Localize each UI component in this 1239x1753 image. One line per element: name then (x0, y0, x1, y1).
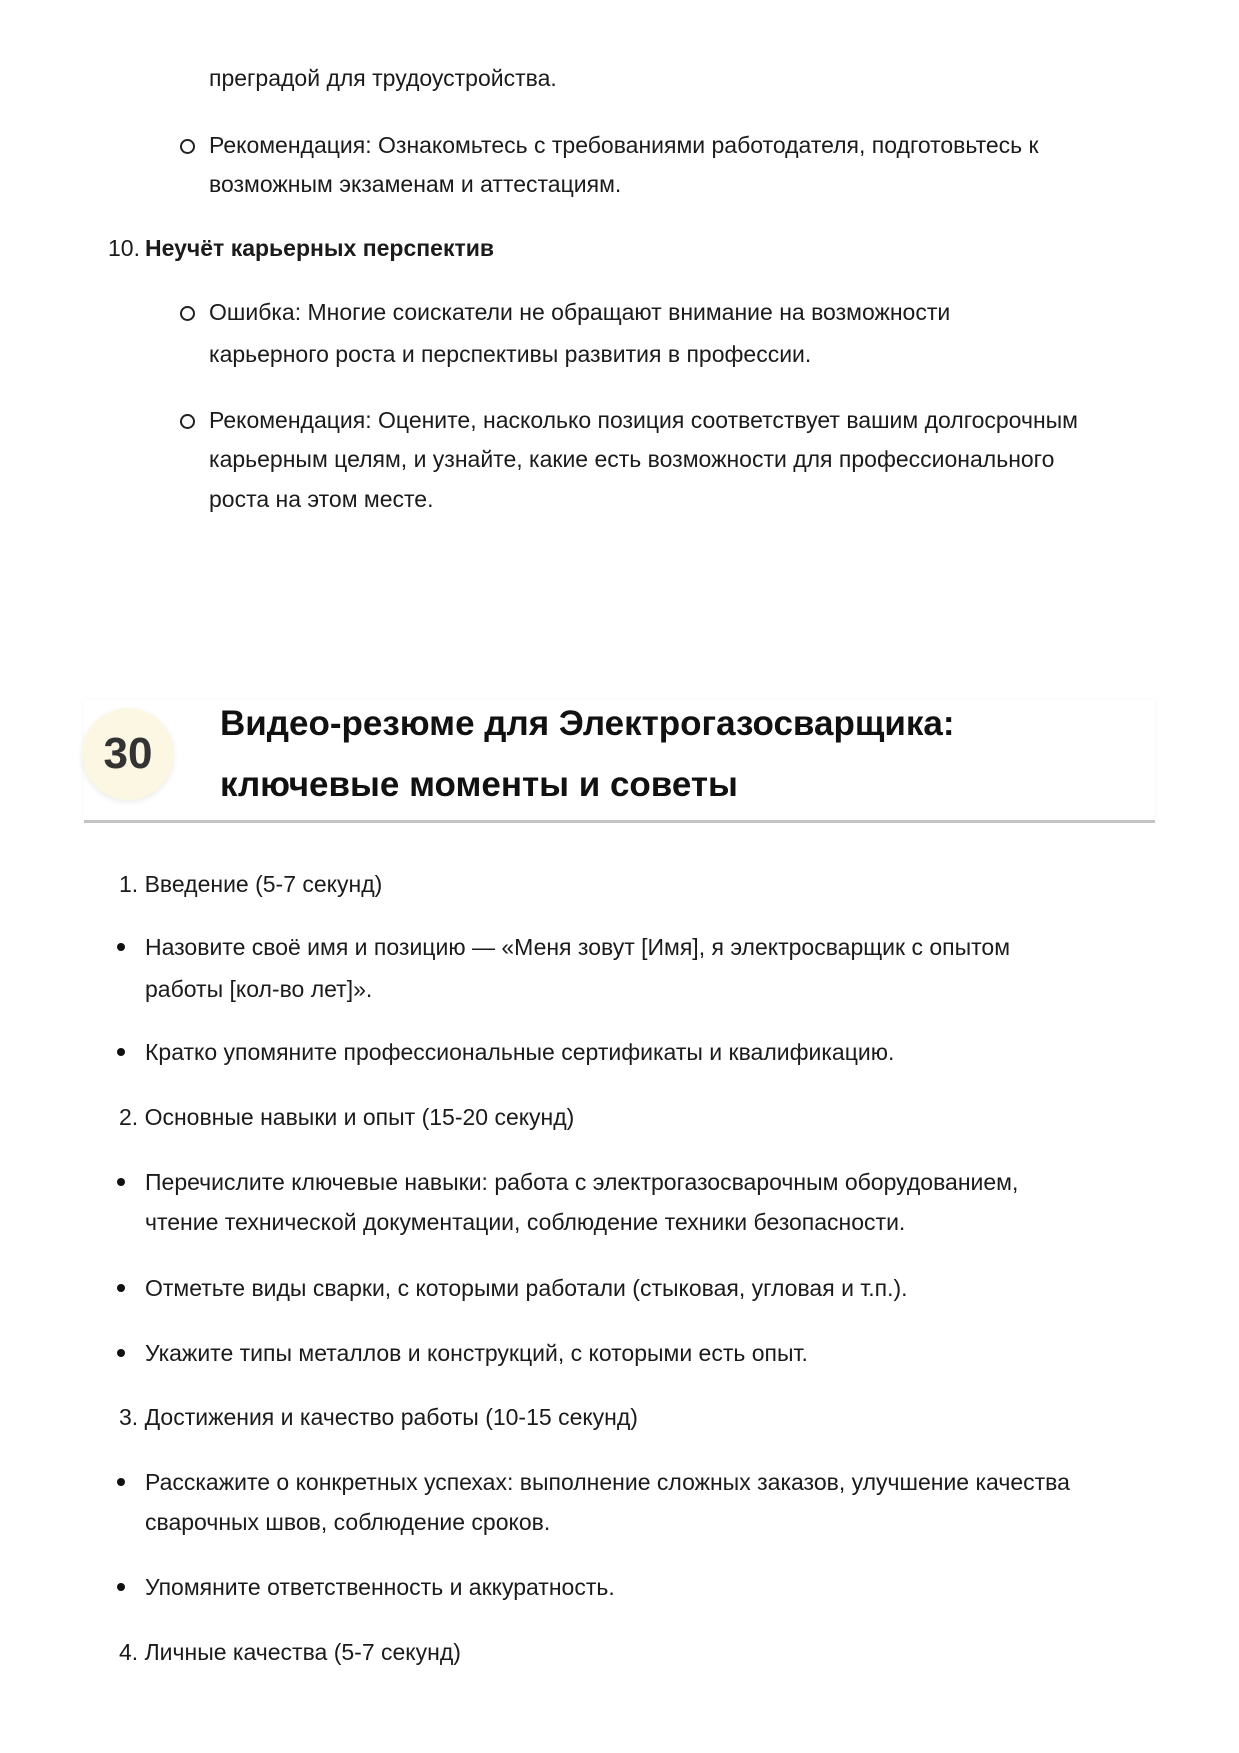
bullet-metals: Укажите типы металлов и конструкций, с которыми есть опыт. (145, 1340, 808, 1366)
step-2: 2. Основные навыки и опыт (15-20 секунд) (119, 1104, 575, 1130)
error-10-cont: карьерного роста и перспективы развития в профессии. (209, 341, 812, 367)
recommendation-10-cont2: роста на этом месте. (209, 486, 434, 512)
bullet-icon (117, 943, 125, 951)
error-10: Ошибка: Многие соискатели не обращают внимание на возможности (209, 299, 951, 325)
recommendation-10: Рекомендация: Оцените, насколько позиция соответствует вашим долгосрочным (209, 407, 1078, 433)
bullet-icon (117, 1349, 125, 1357)
hollow-bullet-icon (180, 139, 195, 154)
step-4: 4. Личные качества (5-7 секунд) (119, 1639, 461, 1665)
bullet-responsibility: Упомяните ответственность и аккуратность. (145, 1574, 615, 1600)
bullet-name-cont: работы [кол-во лет]». (145, 976, 373, 1002)
bullet-name: Назовите своё имя и позицию — «Меня зовут [Имя], я электросварщик с опытом (145, 934, 1011, 960)
step-1: 1. Введение (5-7 секунд) (119, 871, 383, 897)
step-3: 3. Достижения и качество работы (10-15 секунд) (119, 1404, 638, 1430)
recommendation-9: Рекомендация: Ознакомьтесь с требованиями работодателя, подготовьтесь к (209, 132, 1039, 158)
hollow-bullet-icon (180, 306, 195, 321)
continued-text: преградой для трудоустройства. (209, 65, 557, 91)
bullet-skills-cont: чтение технической документации, соблюдение техники безопасности. (145, 1209, 906, 1235)
item-10-number: 10. (108, 235, 140, 261)
section-title: Видео-резюме для Электрогазосварщика: (220, 704, 955, 743)
item-10-title-text: Неучёт карьерных перспектив (145, 235, 494, 261)
bullet-icon (117, 1284, 125, 1292)
hollow-bullet-icon (180, 414, 195, 429)
bullet-certificates: Кратко упомяните профессиональные сертификаты и квалификацию. (145, 1039, 895, 1065)
bullet-achievements-cont: сварочных швов, соблюдение сроков. (145, 1509, 551, 1535)
bullet-icon (117, 1048, 125, 1056)
recommendation-9-cont: возможным экзаменам и аттестациям. (209, 171, 622, 197)
recommendation-10-cont: карьерным целям, и узнайте, какие есть возможности для профессионального (209, 446, 1055, 472)
bullet-welding-types: Отметьте виды сварки, с которыми работали (стыковая, угловая и т.п.). (145, 1275, 908, 1301)
bullet-achievements: Расскажите о конкретных успехах: выполнение сложных заказов, улучшение качества (145, 1469, 1070, 1495)
section-number-badge: 30 (82, 708, 174, 800)
bullet-icon (117, 1583, 125, 1591)
bullet-icon (117, 1178, 125, 1186)
section-divider (84, 820, 1155, 823)
item-10-title (145, 228, 494, 268)
bullet-icon (117, 1478, 125, 1486)
bullet-skills: Перечислите ключевые навыки: работа с электрогазосварочным оборудованием, (145, 1169, 1019, 1195)
section-title-cont: ключевые моменты и советы (220, 765, 738, 804)
